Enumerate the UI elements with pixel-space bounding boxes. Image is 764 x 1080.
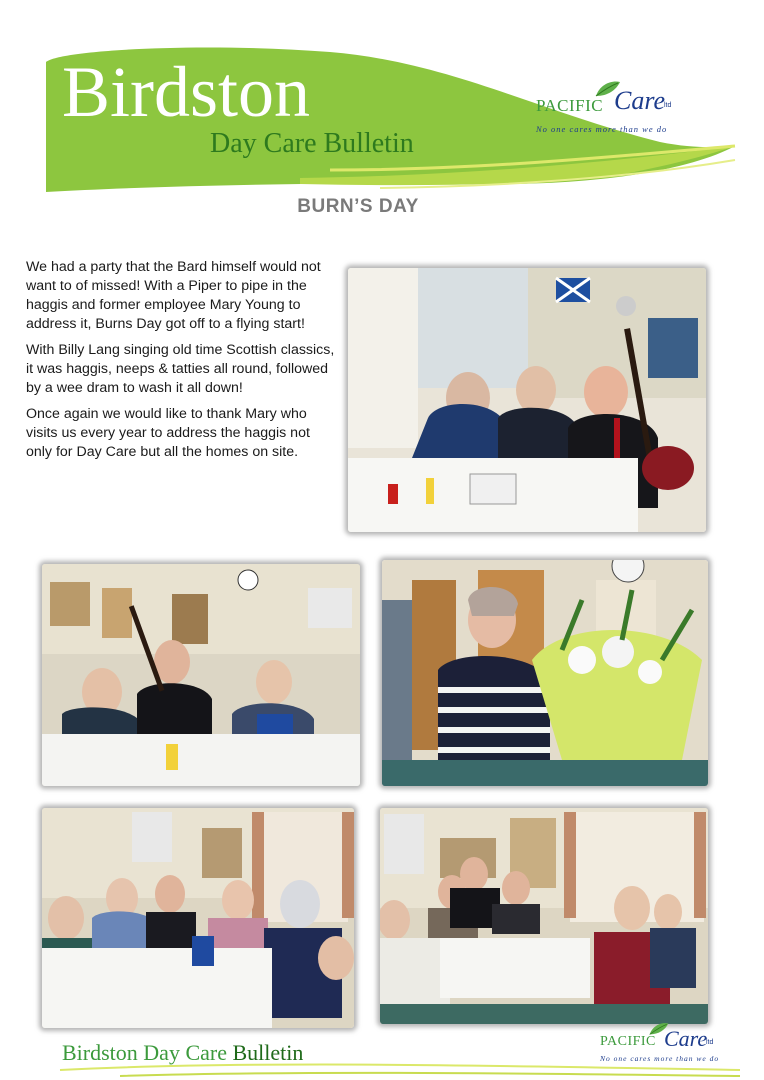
logo-care: Care [664, 1026, 708, 1051]
logo-name: PACIFIC [600, 1034, 656, 1049]
bulletin-subtitle: Day Care Bulletin [210, 128, 414, 159]
footer-title [62, 1040, 303, 1066]
footer-title-bold: Bulletin [232, 1040, 304, 1065]
photo-piper-room-wide [380, 808, 708, 1024]
bulletin-title: Birdston [62, 52, 311, 132]
logo-ltd: ltd [706, 1039, 714, 1046]
footer-title-light: Birdston Day Care [62, 1040, 227, 1065]
pacific-care-logo [536, 82, 706, 138]
logo-tagline: No one cares more than we do [536, 124, 668, 134]
article-body [26, 258, 336, 469]
logo-name: PACIFIC [536, 96, 604, 115]
article-paragraph: Once again we would like to thank Mary who visits us every year to address the haggis not only for Day Care but all the homes on site. [26, 406, 310, 460]
article-title: BURN’S DAY [297, 196, 419, 217]
logo-care: Care [614, 86, 666, 115]
photo-dining-room-piper [42, 564, 360, 786]
article-paragraph: With Billy Lang singing old time Scottish classics, it was haggis, neeps & tatties all round, followed by a wee dram to wash it all down! [26, 342, 335, 396]
article-paragraph: We had a party that the Bard himself would not want to of missed! With a Piper to pipe in the haggis and former employee Mary Young to address it, Burns Day got off to a flying start! [26, 259, 321, 332]
logo-tagline: No one cares more than we do [600, 1054, 720, 1063]
photo-lady-with-flowers [382, 560, 708, 786]
footer-logo [600, 1022, 750, 1066]
photo-table-group [42, 808, 354, 1028]
logo-ltd: ltd [664, 102, 672, 109]
photo-piper-with-ladies [348, 268, 706, 532]
